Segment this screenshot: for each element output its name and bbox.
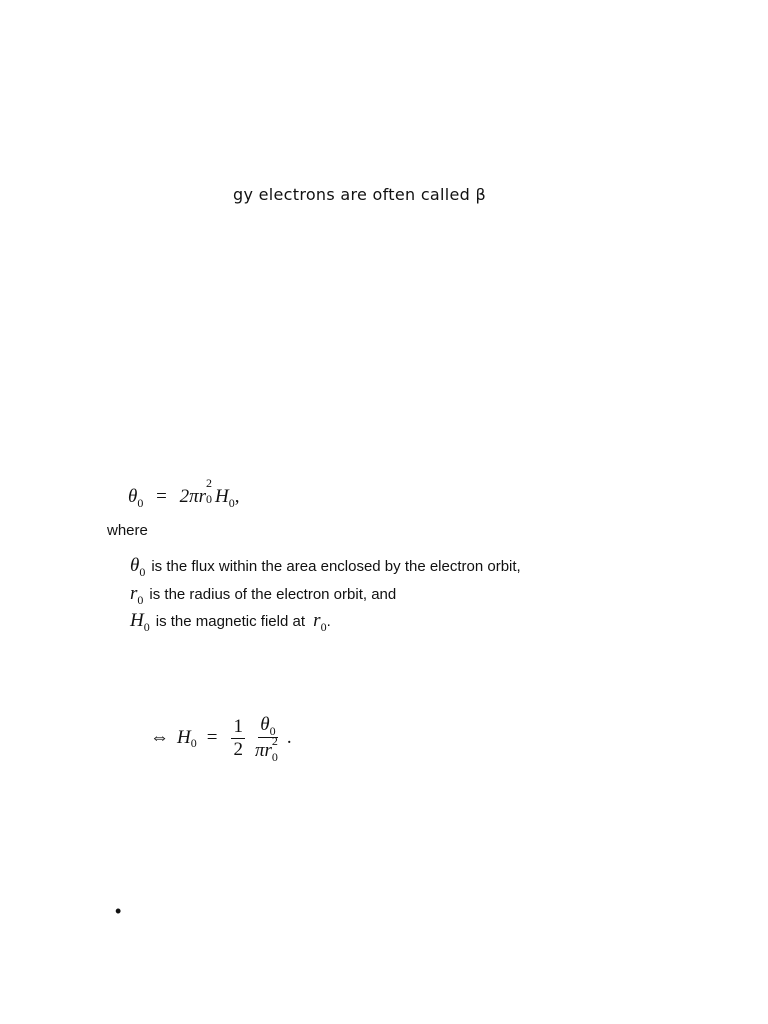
coefficient: 2πr [179, 486, 206, 507]
r-subscript: 0 [271, 750, 278, 764]
tail-symbol [313, 610, 327, 634]
symbol-subscript: 0 [143, 620, 150, 634]
r-superscript: 2 [271, 734, 278, 748]
fraction-half [231, 716, 245, 761]
symbol-subscript: 0 [139, 565, 146, 579]
equals-sign: = [156, 486, 167, 507]
symbol: H [130, 610, 144, 631]
theta-subscript: 0 [269, 724, 276, 738]
definition-text: is the flux within the area enclosed by the electron orbit, [151, 558, 521, 575]
fraction-flux-area [253, 714, 283, 762]
symbol: θ [130, 555, 140, 576]
r-subscript: 0 [205, 492, 212, 506]
theta-symbol: θ [260, 714, 270, 735]
where-label: where [107, 522, 148, 539]
symbol-subscript: 0 [137, 593, 144, 607]
symbol: r [313, 610, 321, 631]
comma: , [234, 486, 240, 507]
pi-r: πr [254, 740, 272, 761]
numerator: 1 [233, 715, 243, 737]
definition-text: is the magnetic field at [155, 613, 305, 630]
h-subscript: 0 [228, 496, 235, 510]
definition-symbol [130, 583, 144, 607]
bullet-point: • [115, 901, 122, 921]
denominator: 2 [233, 738, 243, 760]
equivalence-arrow: ⇔ [150, 727, 169, 748]
r-superscript: 2 [205, 476, 212, 490]
definition-symbol [130, 555, 146, 579]
r-scripts [271, 734, 281, 764]
period: . [286, 727, 292, 748]
definition-symbol [130, 610, 150, 634]
h-subscript: 0 [190, 735, 197, 750]
period: . [326, 613, 331, 630]
definition-text: is the radius of the electron orbit, and [149, 586, 397, 603]
h-symbol: H [214, 486, 229, 507]
text-fragment: gy electrons are often called β [233, 185, 487, 204]
h-symbol: H [177, 727, 191, 748]
symbol: r [130, 583, 138, 604]
field-equation [150, 714, 292, 762]
denominator [253, 734, 283, 764]
symbol-subscript: 0 [320, 620, 327, 634]
definition-radius [130, 583, 396, 605]
theta-subscript: 0 [137, 496, 144, 510]
r-scripts [205, 476, 215, 506]
definition-field [130, 610, 331, 632]
flux-equation [128, 476, 240, 510]
theta-symbol: θ [128, 486, 138, 507]
equals-sign: = [206, 727, 218, 748]
definition-theta [130, 555, 521, 577]
